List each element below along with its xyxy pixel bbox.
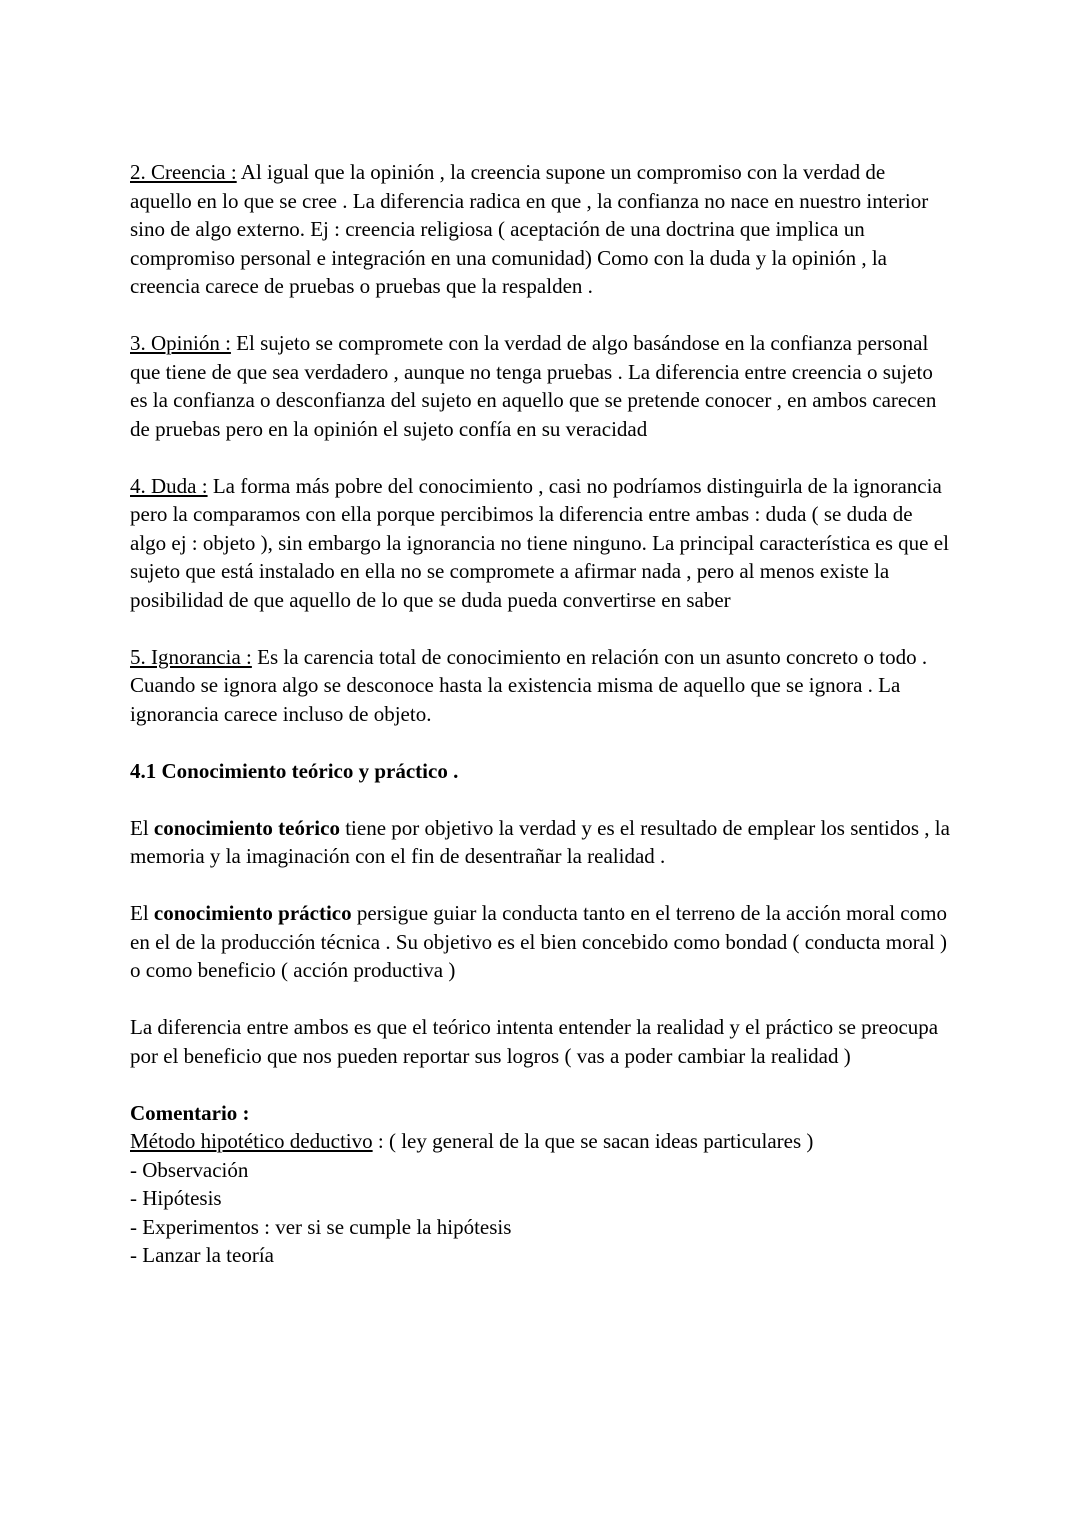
paragraph-opinion bbox=[130, 329, 952, 443]
comment-method-rest: : ( ley general de la que se sacan ideas particulares ) bbox=[372, 1129, 814, 1153]
paragraph-opinion-body: El sujeto se compromete con la verdad de algo basándose en la confianza personal que tiene de que sea verdadero , aunque no tenga pruebas . La diferencia entre creencia o sujeto es la confianza o desconfianza del sujeto en aquello que se pretende conocer , en ambos carecen de pruebas pero en la opinión el sujeto confía en su veracidad bbox=[130, 331, 937, 441]
paragraph-duda-body: La forma más pobre del conocimiento , casi no podríamos distinguirla de la ignorancia pero la comparamos con ella porque percibimos la diferencia entre ambas : duda ( se duda de algo ej : objeto ), sin embargo la ignorancia no tiene ninguno. La principal característica es que el sujeto que está instalado en ella no se compromete a afirmar nada , pero al menos existe la posibilidad de que aquello de lo que se duda pueda convertirse en saber bbox=[130, 473, 949, 612]
comment-method-line bbox=[130, 1127, 952, 1156]
term-ignorancia-underlined: 5. Ignorancia : bbox=[130, 644, 252, 669]
paragraph-duda bbox=[130, 472, 952, 615]
comment-list-item-experimentos: - Experimentos : ver si se cumple la hipótesis bbox=[130, 1214, 512, 1239]
paragraph-practico-post: persigue guiar la conducta tanto en el terreno de la acción moral como en el de la producción técnica . Su objetivo es el bien concebido como bondad ( conducta moral ) o como beneficio ( acción productiva ) bbox=[130, 901, 947, 982]
paragraph-teorico-post: tiene por objetivo la verdad y es el resultado de emplear los sentidos , la memoria y la imaginación con el fin de desentrañar la realidad . bbox=[130, 815, 950, 868]
term-opinion-underlined: 3. Opinión : bbox=[130, 331, 231, 355]
comment-list-item-observacion: - Observación bbox=[130, 1157, 249, 1182]
term-creencia-underlined: 2. Creencia : bbox=[130, 160, 237, 184]
term-conocimiento-practico-bold: conocimiento práctico bbox=[153, 901, 352, 925]
paragraph-creencia bbox=[130, 158, 952, 301]
term-duda-underlined: 4. Duda : bbox=[130, 473, 208, 498]
paragraph-ignorancia-body: Es la carencia total de conocimiento en relación con un asunto concreto o todo . Cuando se ignora algo se desconoce hasta la existencia misma de aquello que se ignora . La ignorancia carece incluso de objeto. bbox=[130, 644, 928, 726]
paragraph-practico bbox=[130, 899, 952, 985]
paragraph-diferencia: La diferencia entre ambos es que el teórico intenta entender la realidad y el práctico se preocupa por el beneficio que nos pueden reportar sus logros ( vas a poder cambiar la realidad ) bbox=[130, 1015, 939, 1068]
comment-title: Comentario : bbox=[130, 1100, 250, 1125]
term-conocimiento-teorico-bold: conocimiento teórico bbox=[153, 815, 340, 840]
comment-block bbox=[130, 1099, 952, 1270]
term-metodo-underlined: Método hipotético deductivo bbox=[130, 1129, 373, 1153]
paragraph-creencia-body: Al igual que la opinión , la creencia supone un compromiso con la verdad de aquello en lo que se cree . La diferencia radica en que , la confianza no nace en nuestro interior sino de algo externo. Ej : creencia religiosa ( aceptación de una doctrina que implica un compromiso personal e integración en una comunidad) Como con la duda y la opinión , la creencia carece de pruebas o pruebas que la respalden . bbox=[130, 160, 929, 298]
paragraph-ignorancia bbox=[130, 643, 952, 729]
paragraph-teorico-pre: El bbox=[130, 815, 154, 840]
paragraph-practico-pre: El bbox=[130, 901, 154, 925]
section-heading: 4.1 Conocimiento teórico y práctico . bbox=[130, 758, 459, 783]
comment-list-item-hipotesis: - Hipótesis bbox=[130, 1186, 222, 1210]
paragraph-teorico bbox=[130, 814, 952, 871]
comment-list-item-lanzar-teoria: - Lanzar la teoría bbox=[130, 1243, 274, 1267]
